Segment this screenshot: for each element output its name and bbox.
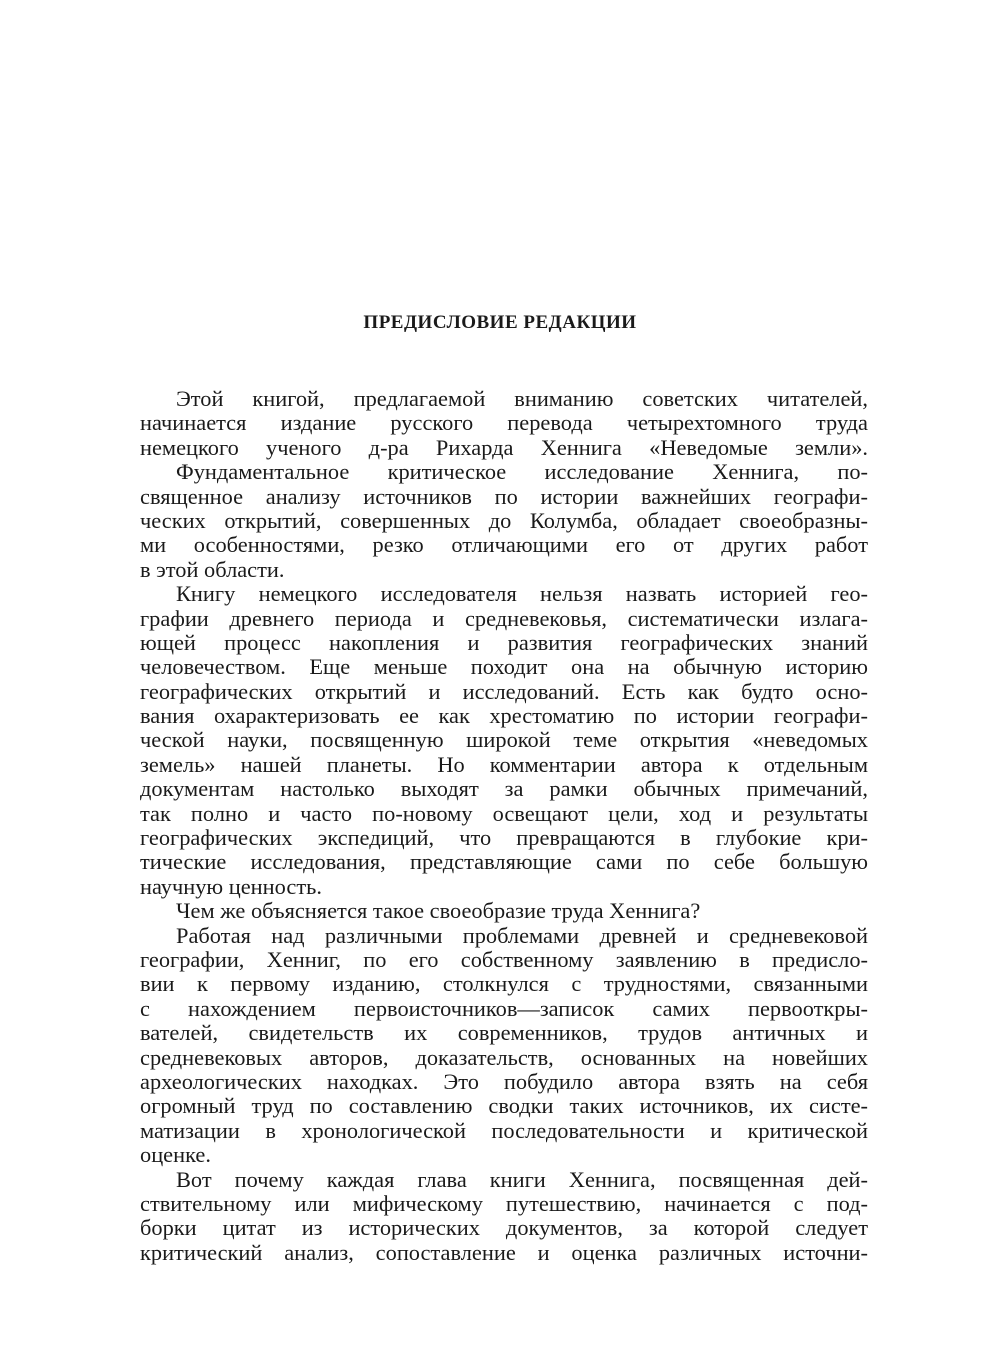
text-line: матизации в хронологической последовательности и критической: [140, 1117, 868, 1143]
text-line: в этой области.: [140, 556, 285, 582]
text-line: оценке.: [140, 1142, 211, 1168]
text-line: Книгу немецкого исследователя нельзя назвать историей гео-: [176, 581, 868, 607]
text-line: так полно и часто по-новому освещают цели, ход и результаты: [140, 800, 868, 826]
text-line: географических открытий и исследований. Есть как будто осно-: [140, 678, 868, 704]
text-line: средневековых авторов, доказательств, основанных на новейших: [140, 1044, 868, 1070]
text-line: научную ценность.: [140, 873, 322, 899]
page-title: ПРЕДИСЛОВИЕ РЕДАКЦИИ: [363, 312, 637, 333]
text-line: археологических находках. Это побудило автора взять на себя: [140, 1068, 868, 1094]
text-line: земель» нашей планеты. Но комментарии автора к отдельным: [140, 751, 868, 777]
text-line: критический анализ, сопоставление и оценка различных источни-: [140, 1239, 868, 1265]
text-line: документам настолько выходят за рамки обычных примечаний,: [140, 776, 868, 802]
text-line: ющей процесс накопления и развития географических знаний: [140, 629, 868, 655]
text-line: тические исследования, представляющие сами по себе большую: [140, 849, 868, 875]
body-text: [140, 387, 868, 1265]
text-line: немецкого ученого д-ра Рихарда Хеннига «Неведомые земли».: [140, 434, 868, 460]
text-line: борки цитат из исторических документов, за которой следует: [140, 1215, 868, 1241]
text-line: ствительному или мифическому путешествию, начинается с под-: [140, 1190, 868, 1216]
text-line: человечеством. Еще меньше походит она на обычную историю: [140, 654, 868, 680]
text-line: ческой науки, посвященную широкой теме открытия «неведомых: [140, 727, 868, 753]
text-line: Работая над различными проблемами древней и средневековой: [176, 922, 868, 948]
text-line: с нахождением первоисточников—записок самих первооткры-: [140, 995, 868, 1021]
text-line: Фундаментальное критическое исследование Хеннига, по-: [176, 459, 868, 485]
text-line: Этой книгой, предлагаемой вниманию советских читателей,: [176, 386, 868, 411]
text-line: ми особенностями, резко отличающими его от других работ: [140, 532, 868, 558]
text-line: Вот почему каждая глава книги Хеннига, посвященная дей-: [176, 1166, 868, 1192]
text-line: вии к первому изданию, столкнулся с трудностями, связанными: [140, 971, 868, 997]
text-line: ческих открытий, совершенных до Колумба, обладает своеобразны-: [140, 507, 868, 533]
text-line: географических экспедиций, что превращаются в глубокие кри-: [140, 825, 868, 851]
text-line: священное анализу источников по истории важнейших географи-: [140, 483, 868, 509]
text-line: начинается издание русского перевода четырехтомного труда: [140, 410, 868, 436]
text-line: географии, Хенниг, по его собственному заявлению в предисло-: [140, 946, 868, 972]
text-line: огромный труд по составлению сводки таких источников, их систе-: [140, 1093, 868, 1119]
text-line: Чем же объясняется такое своеобразие труда Хеннига?: [176, 898, 701, 924]
text-line: вателей, свидетельств их современников, трудов античных и: [140, 1020, 868, 1046]
text-line: вания охарактеризовать ее как хрестоматию по истории географи-: [140, 703, 868, 729]
text-line: графии древнего периода и средневековья, систематически излага-: [140, 605, 868, 631]
